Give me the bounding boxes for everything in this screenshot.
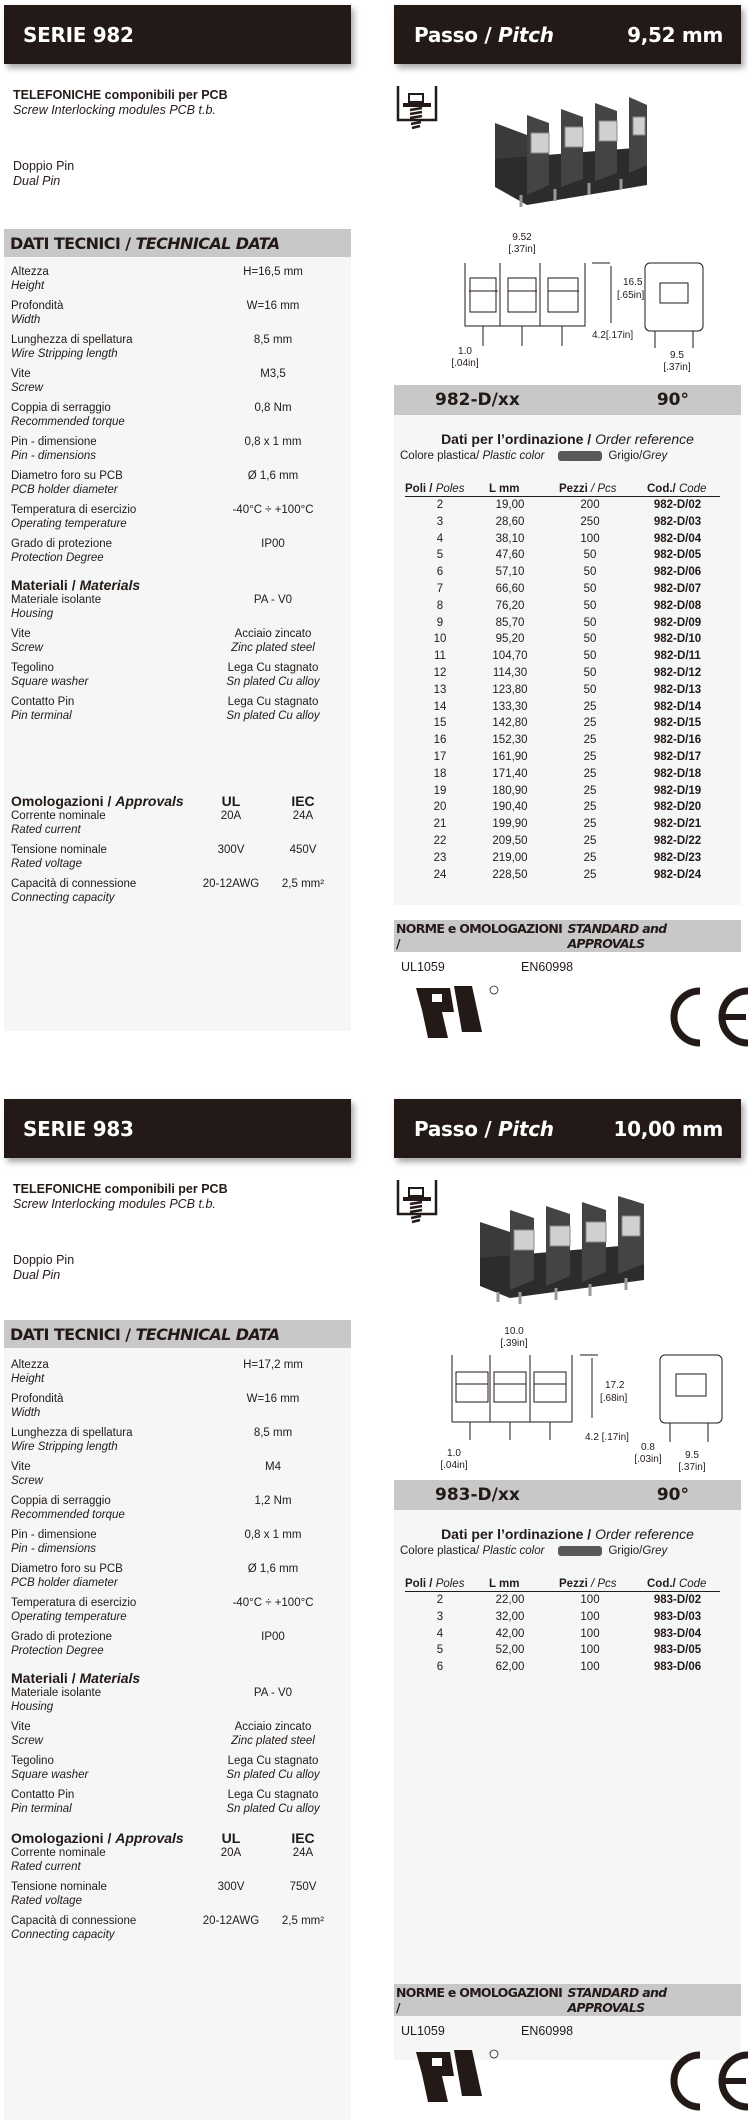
svg-text:17.2: 17.2 [605, 1380, 625, 1391]
poles-cell: 9 [436, 616, 444, 629]
code-cell: 982-D/08 [653, 599, 702, 612]
tech-row: Vite Screw M3,5 [11, 368, 286, 394]
technical-data-header: DATI TECNICI / TECHNICAL DATA [4, 229, 351, 257]
code-cell: 982-D/07 [653, 582, 702, 595]
code-cell: 982-D/10 [653, 633, 702, 646]
approval-row: Corrente nominale Rated current 20A 24A [11, 810, 314, 836]
table-row [405, 648, 720, 665]
length-cell: 22,00 [495, 1594, 525, 1606]
code-cell: 982-D/02 [653, 499, 702, 511]
poles-cell: 24 [433, 868, 447, 881]
table-row [405, 850, 720, 867]
pitch-bar [394, 5, 741, 64]
technical-drawing [430, 1322, 740, 1487]
order-table [405, 482, 720, 883]
pieces-cell: 250 [580, 515, 600, 528]
code-cell: 982-D/13 [653, 683, 702, 696]
length-cell: 180,90 [492, 784, 528, 797]
poles-cell: 8 [436, 599, 444, 612]
svg-text:1.0: 1.0 [458, 346, 472, 357]
length-cell: 142,80 [492, 717, 528, 730]
svg-text:[.68in]: [.68in] [600, 1393, 628, 1404]
svg-text:[.03in]: [.03in] [634, 1454, 662, 1465]
pieces-cell: 25 [583, 868, 597, 881]
length-cell: 114,30 [492, 666, 528, 679]
code-cell: 982-D/11 [654, 650, 701, 663]
code-cell: 982-D/19 [653, 784, 702, 797]
ce-mark-icon [660, 2049, 748, 2118]
pieces-cell: 25 [583, 834, 597, 847]
pieces-cell: 25 [583, 734, 597, 747]
svg-text:[.04in]: [.04in] [451, 358, 479, 369]
pitch-bar [394, 1099, 741, 1158]
svg-text:9.5: 9.5 [685, 1450, 699, 1461]
table-row [405, 581, 720, 598]
material-row: Vite Screw Acciaio zincato Zinc plated steel [11, 628, 315, 654]
tech-row: Vite Screw M4 [11, 1461, 281, 1487]
order-panel [394, 385, 741, 905]
table-row [405, 547, 720, 564]
table-row [405, 799, 720, 816]
pieces-cell: 50 [583, 650, 597, 663]
table-row [405, 1659, 720, 1676]
standard-ul: UL1059 [401, 960, 445, 974]
length-cell: 95,20 [495, 633, 525, 646]
code-cell: 982-D/21 [653, 818, 702, 831]
svg-text:1.0: 1.0 [447, 1448, 461, 1459]
poles-cell: 16 [433, 734, 447, 747]
poles-cell: 14 [433, 700, 447, 713]
svg-text:10.0: 10.0 [504, 1326, 524, 1337]
length-cell: 171,40 [492, 767, 528, 780]
svg-text:[.37in]: [.37in] [508, 244, 536, 255]
code-cell: 982-D/22 [653, 834, 702, 847]
table-row [405, 749, 720, 766]
code-cell: 983-D/02 [653, 1594, 702, 1606]
code-cell: 983-D/04 [653, 1627, 702, 1640]
screw-mount-icon [396, 84, 438, 135]
length-cell: 123,80 [492, 683, 528, 696]
poles-cell: 11 [434, 650, 446, 663]
model-bar [394, 1480, 741, 1510]
pieces-cell: 25 [583, 767, 597, 780]
length-cell: 219,00 [492, 851, 528, 864]
poles-cell: 6 [436, 566, 444, 579]
approval-row: Capacità di connessione Connecting capacity 20-12AWG 2,5 mm² [11, 878, 325, 904]
length-cell: 152,30 [492, 734, 528, 747]
length-cell: 19,00 [495, 499, 525, 511]
length-cell: 228,50 [492, 868, 528, 881]
table-row [405, 531, 720, 548]
svg-text:[.39in]: [.39in] [500, 1338, 528, 1349]
tech-row: Temperatura di esercizio Operating temperature -40°C ÷ +100°C [11, 1597, 314, 1623]
length-cell: 85,70 [495, 616, 525, 629]
tech-row: Temperatura di esercizio Operating temperature -40°C ÷ +100°C [11, 504, 314, 530]
table-row [405, 867, 720, 884]
model-code: 983-D/xx [435, 1485, 520, 1505]
approvals-heading: Omologazioni / Approvals UL IEC [11, 1830, 315, 1846]
code-cell: 982-D/06 [653, 566, 702, 579]
product-photo [487, 95, 657, 215]
screw-mount-icon [396, 1178, 438, 1229]
pin-type: Doppio Pin Dual Pin [13, 1253, 75, 1282]
material-row: Tegolino Square washer Lega Cu stagnato Sn plated Cu alloy [11, 662, 320, 688]
poles-cell: 20 [433, 801, 447, 814]
poles-cell: 5 [436, 549, 444, 562]
poles-cell: 13 [433, 683, 447, 696]
length-cell: 57,10 [495, 566, 525, 579]
angle: 90° [656, 390, 689, 410]
pieces-cell: 25 [583, 801, 597, 814]
material-row: Tegolino Square washer Lega Cu stagnato Sn plated Cu alloy [11, 1755, 320, 1781]
svg-text:[.04in]: [.04in] [440, 1460, 468, 1471]
poles-cell: 12 [433, 666, 447, 679]
pitch-value: 9,52 mm [627, 22, 723, 47]
table-row [405, 1626, 720, 1643]
poles-cell: 10 [433, 633, 447, 646]
tech-row: Coppia di serraggio Recommended torque 1,2 Nm [11, 1495, 292, 1521]
svg-text:0.8: 0.8 [641, 1442, 655, 1453]
model-bar [394, 385, 741, 415]
length-cell: 199,90 [492, 818, 528, 831]
table-row [405, 514, 720, 531]
tech-row: Altezza Height H=16,5 mm [11, 266, 303, 292]
length-cell: 62,00 [495, 1661, 525, 1674]
pieces-cell: 25 [583, 784, 597, 797]
poles-cell: 18 [433, 767, 447, 780]
tech-row: Pin - dimensione Pin - dimensions 0,8 x 1 mm [11, 436, 302, 462]
pieces-cell: 25 [583, 818, 597, 831]
table-row [405, 1609, 720, 1626]
pieces-cell: 100 [580, 1627, 600, 1640]
approval-row: Capacità di connessione Connecting capacity 20-12AWG 2,5 mm² [11, 1915, 325, 1941]
order-table [405, 1577, 720, 1676]
order-reference-title: Dati per l’ordinazione / Order reference [441, 1526, 694, 1542]
material-row: Vite Screw Acciaio zincato Zinc plated steel [11, 1721, 315, 1747]
poles-cell: 3 [436, 1610, 444, 1623]
approval-row: Corrente nominale Rated current 20A 24A [11, 1847, 314, 1873]
product-description: TELEFONICHE componibili per PCB Screw Interlocking modules PCB t.b. [13, 1182, 228, 1211]
table-row [405, 1642, 720, 1659]
svg-text:[.65in]: [.65in] [617, 290, 645, 301]
approval-row: Tensione nominale Rated voltage 300V 450V [11, 844, 317, 870]
table-header: Poli / Poles L mm Pezzi / Pcs Cod./ Code [405, 1577, 720, 1592]
poles-cell: 3 [436, 515, 444, 528]
table-row [405, 699, 720, 716]
poles-cell: 23 [433, 851, 447, 864]
standard-en: EN60998 [521, 960, 574, 974]
poles-cell: 21 [433, 818, 447, 831]
technical-data-panel [4, 1320, 351, 2120]
pieces-cell: 25 [583, 750, 597, 763]
plastic-color: Colore plastica/ Plastic color Grigio/ Grey [400, 450, 668, 462]
code-cell: 983-D/06 [653, 1661, 702, 1674]
ul-logo-icon [414, 2046, 504, 2111]
poles-cell: 5 [436, 1644, 444, 1657]
pieces-cell: 100 [580, 1610, 600, 1623]
code-cell: 982-D/16 [653, 734, 702, 747]
poles-cell: 4 [436, 532, 444, 545]
technical-data-panel [4, 229, 351, 1031]
standards-header: NORME e OMOLOGAZIONI / STANDARD and APPROVALS [394, 920, 741, 952]
tech-row: Grado di protezione Protection Degree IP00 [11, 1631, 285, 1657]
series-983-section [0, 1094, 748, 2122]
pieces-cell: 100 [580, 532, 600, 545]
table-header: Poli / Poles L mm Pezzi / Pcs Cod./ Code [405, 482, 720, 497]
poles-cell: 17 [433, 750, 447, 763]
pin-type: Doppio Pin Dual Pin [13, 159, 75, 188]
pieces-cell: 25 [583, 717, 597, 730]
tech-row: Diametro foro su PCB PCB holder diameter Ø 1,6 mm [11, 1563, 299, 1589]
code-cell: 982-D/04 [653, 532, 702, 545]
pieces-cell: 50 [583, 566, 597, 579]
length-cell: 76,20 [495, 599, 525, 612]
standard-en: EN60998 [521, 2024, 574, 2038]
poles-cell: 15 [433, 717, 447, 730]
standards-section [394, 920, 748, 1062]
code-cell: 982-D/03 [653, 515, 702, 528]
technical-drawing [440, 228, 740, 385]
approval-row: Tensione nominale Rated voltage 300V 750V [11, 1881, 317, 1907]
code-cell: 982-D/24 [653, 868, 702, 881]
pitch-value: 10,00 mm [613, 1116, 723, 1141]
poles-cell: 19 [433, 784, 447, 797]
product-photo [474, 1192, 654, 1309]
pitch-label: Passo / Pitch [414, 1116, 554, 1141]
product-description: TELEFONICHE componibili per PCB Screw Interlocking modules PCB t.b. [13, 88, 228, 117]
pieces-cell: 50 [583, 633, 597, 646]
tech-row: Profondità Width W=16 mm [11, 1393, 300, 1419]
code-cell: 982-D/17 [653, 750, 702, 763]
svg-text:16.5: 16.5 [623, 277, 643, 288]
material-row: Materiale isolante Housing PA - V0 [11, 1687, 293, 1713]
table-row [405, 732, 720, 749]
standards-section [394, 1984, 748, 2126]
material-row: Contatto Pin Pin terminal Lega Cu stagnato Sn plated Cu alloy [11, 696, 320, 722]
tech-row: Grado di protezione Protection Degree IP00 [11, 538, 285, 564]
length-cell: 66,60 [495, 582, 525, 595]
poles-cell: 4 [436, 1627, 444, 1640]
table-row [405, 766, 720, 783]
approvals-heading: Omologazioni / Approvals UL IEC [11, 793, 315, 809]
materials-heading: Materiali / Materials [11, 1670, 141, 1686]
pieces-cell: 50 [583, 683, 597, 696]
technical-data-header: DATI TECNICI / TECHNICAL DATA [4, 1320, 351, 1348]
material-row: Contatto Pin Pin terminal Lega Cu stagnato Sn plated Cu alloy [11, 1789, 320, 1815]
length-cell: 133,30 [492, 700, 528, 713]
table-row [405, 783, 720, 800]
code-cell: 982-D/18 [653, 767, 702, 780]
length-cell: 28,60 [495, 515, 525, 528]
order-reference-title: Dati per l’ordinazione / Order reference [441, 431, 694, 447]
materials-heading: Materiali / Materials [11, 577, 141, 593]
code-cell: 982-D/14 [653, 700, 702, 713]
table-row [405, 833, 720, 850]
svg-text:[.37in]: [.37in] [678, 1462, 706, 1473]
table-row [405, 816, 720, 833]
length-cell: 209,50 [492, 834, 528, 847]
code-cell: 982-D/20 [653, 801, 702, 814]
table-row [405, 715, 720, 732]
pieces-cell: 100 [580, 1661, 600, 1674]
pitch-label: Passo / Pitch [414, 22, 554, 47]
svg-text:[.37in]: [.37in] [663, 362, 691, 373]
length-cell: 52,00 [495, 1644, 525, 1657]
plastic-color: Colore plastica/ Plastic color Grigio/ Grey [400, 1545, 668, 1557]
pieces-cell: 100 [580, 1594, 600, 1606]
length-cell: 38,10 [495, 532, 525, 545]
pieces-cell: 50 [583, 599, 597, 612]
color-swatch [558, 1546, 602, 1556]
tech-row: Pin - dimensione Pin - dimensions 0,8 x 1 mm [11, 1529, 302, 1555]
material-row: Materiale isolante Housing PA - V0 [11, 594, 293, 620]
table-row [405, 497, 720, 514]
series-title: SERIE 982 [23, 22, 134, 47]
length-cell: 161,90 [492, 750, 528, 763]
pieces-cell: 25 [583, 851, 597, 864]
tech-row: Altezza Height H=17,2 mm [11, 1359, 303, 1385]
code-cell: 982-D/12 [653, 666, 702, 679]
model-code: 982-D/xx [435, 390, 520, 410]
tech-row: Diametro foro su PCB PCB holder diameter Ø 1,6 mm [11, 470, 299, 496]
pieces-cell: 50 [583, 582, 597, 595]
pieces-cell: 200 [580, 499, 600, 511]
ce-mark-icon [660, 985, 748, 1054]
length-cell: 42,00 [495, 1627, 525, 1640]
standards-header: NORME e OMOLOGAZIONI / STANDARD and APPROVALS [394, 1984, 741, 2016]
color-swatch [558, 451, 602, 461]
code-cell: 982-D/15 [653, 717, 702, 730]
pieces-cell: 50 [583, 616, 597, 629]
table-row [405, 598, 720, 615]
length-cell: 47,60 [495, 549, 525, 562]
svg-text:4.2[.17in]: 4.2[.17in] [592, 330, 634, 341]
ul-logo-icon [414, 982, 504, 1047]
code-cell: 982-D/09 [653, 616, 702, 629]
table-row [405, 564, 720, 581]
pieces-cell: 50 [583, 549, 597, 562]
table-row [405, 665, 720, 682]
pieces-cell: 100 [580, 1644, 600, 1657]
poles-cell: 7 [436, 582, 444, 595]
table-row [405, 682, 720, 699]
length-cell: 32,00 [495, 1610, 525, 1623]
poles-cell: 22 [433, 834, 447, 847]
tech-row: Lunghezza di spellatura Wire Stripping length 8,5 mm [11, 334, 293, 360]
series-title-bar [4, 5, 351, 64]
code-cell: 983-D/03 [653, 1610, 702, 1623]
tech-row: Coppia di serraggio Recommended torque 0,8 Nm [11, 402, 292, 428]
table-row [405, 1592, 720, 1609]
series-title: SERIE 983 [23, 1116, 134, 1141]
tech-row: Lunghezza di spellatura Wire Stripping length 8,5 mm [11, 1427, 293, 1453]
angle: 90° [656, 1485, 689, 1505]
code-cell: 982-D/05 [653, 549, 702, 562]
code-cell: 983-D/05 [653, 1644, 702, 1657]
svg-text:4.2 [.17in]: 4.2 [.17in] [585, 1432, 629, 1443]
standard-ul: UL1059 [401, 2024, 445, 2038]
pieces-cell: 50 [583, 666, 597, 679]
pieces-cell: 25 [583, 700, 597, 713]
order-panel [394, 1480, 741, 2060]
poles-cell: 2 [436, 1594, 444, 1606]
svg-text:9.52: 9.52 [512, 232, 532, 243]
table-row [405, 631, 720, 648]
series-title-bar [4, 1099, 351, 1158]
table-row [405, 615, 720, 632]
svg-text:9.5: 9.5 [670, 350, 684, 361]
poles-cell: 6 [436, 1661, 444, 1674]
poles-cell: 2 [436, 499, 444, 511]
code-cell: 982-D/23 [653, 851, 702, 864]
length-cell: 190,40 [492, 801, 528, 814]
length-cell: 104,70 [492, 650, 528, 663]
tech-row: Profondità Width W=16 mm [11, 300, 300, 326]
